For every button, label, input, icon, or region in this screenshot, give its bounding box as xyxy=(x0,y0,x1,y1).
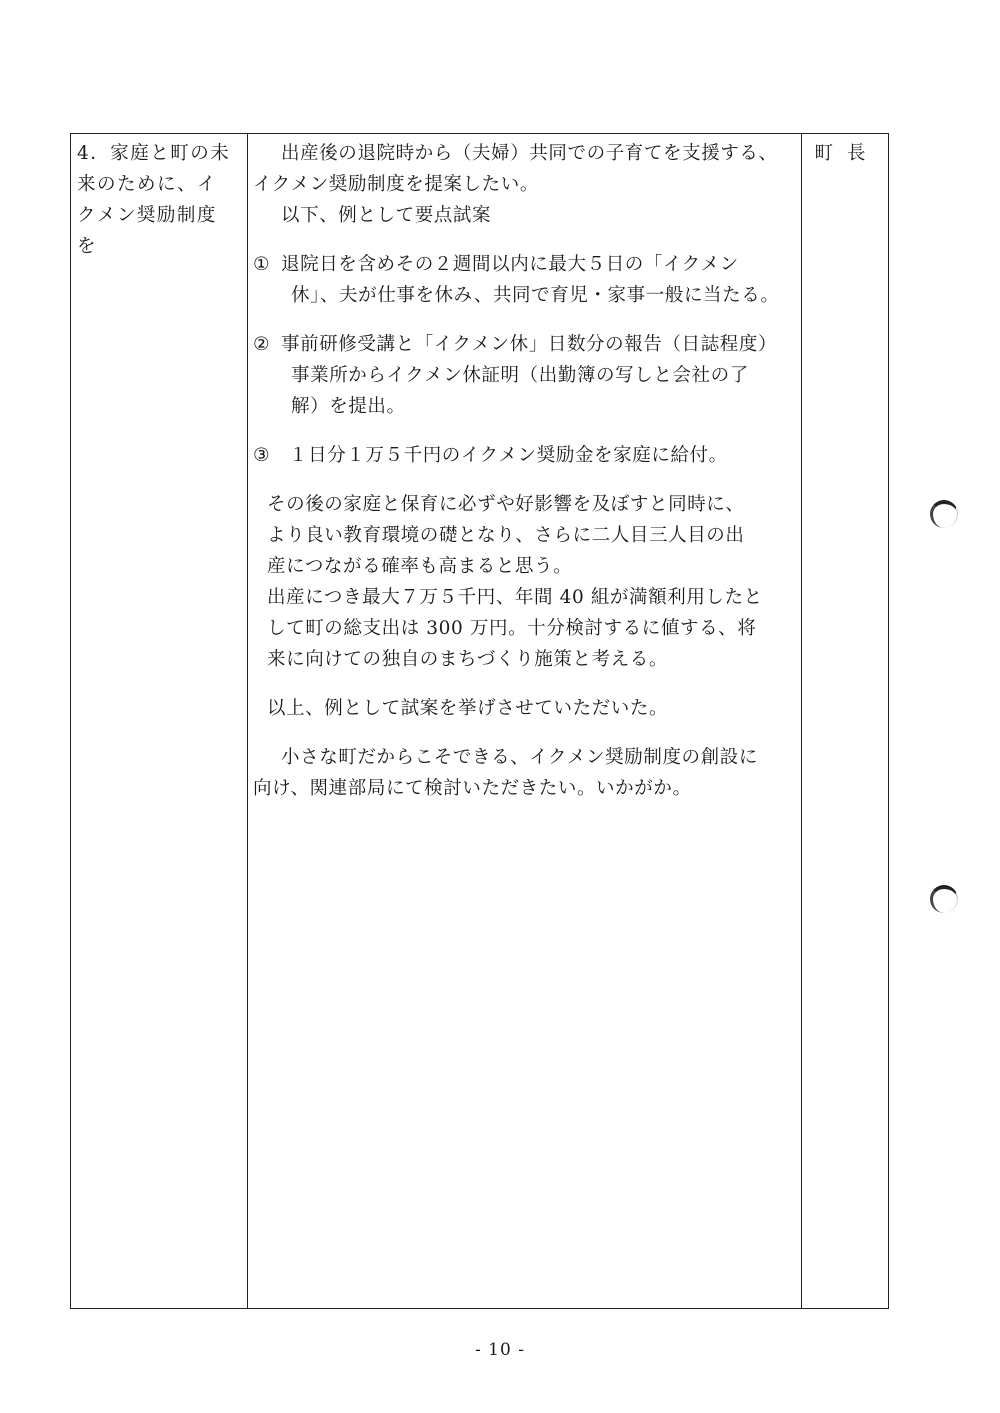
answerer: 町長 xyxy=(814,143,880,164)
topic-line: 来のために、イ xyxy=(77,174,218,195)
punch-hole-mark xyxy=(930,885,958,913)
item-line: 休」、夫が仕事を休み、共同で育児・家事一般に当たる。 xyxy=(291,285,780,306)
item-line: １日分１万５千円のイクメン奨励金を家庭に給付。 xyxy=(289,445,728,466)
intro-paragraph xyxy=(253,138,801,231)
punch-hole-mark xyxy=(930,500,958,528)
intro-line: 出産後の退院時から（夫婦）共同での子育てを支援する、 xyxy=(281,143,778,164)
topic-line: を xyxy=(77,236,98,257)
item-line: 解）を提出。 xyxy=(291,396,406,417)
summary-line: 以上、例として試案を挙げさせていただいた。 xyxy=(267,698,669,719)
question-body xyxy=(253,138,801,804)
effect-line: 来に向けての独自のまちづくり施策と考える。 xyxy=(267,649,668,670)
closing-line: 小さな町だからこそできる、イクメン奨励制度の創設に xyxy=(281,747,758,768)
item-number: ② xyxy=(253,334,271,355)
item-number: ③ xyxy=(253,445,271,466)
item-line: 事前研修受講と「イクメン休」日数分の報告（日誌程度） xyxy=(281,334,778,355)
intro-line: イクメン奨励制度を提案したい。 xyxy=(253,174,539,195)
topic-line: クメン奨励制度 xyxy=(77,205,217,226)
summary-paragraph xyxy=(253,693,801,724)
topic-line: 4．家庭と町の未 xyxy=(77,143,231,164)
question-topic xyxy=(77,138,245,262)
effect-line: 出産につき最大７万５千円、年間 40 組が満額利用したと xyxy=(267,587,763,608)
proposal-item-2 xyxy=(253,329,801,422)
item-line: 事業所からイクメン休証明（出勤簿の写しと会社の了 xyxy=(291,365,749,386)
closing-line: 向け、関連部局にて検討いただきたい。いかがか。 xyxy=(253,778,692,799)
effect-line: して町の総支出は 300 万円。十分検討するに値する、将 xyxy=(267,618,757,639)
effect-line: 産につながる確率も高まると思う。 xyxy=(267,556,573,577)
proposal-item-1 xyxy=(253,249,801,311)
column-divider-2 xyxy=(801,134,802,1308)
effect-line: その後の家庭と保育に必ずや好影響を及ぼすと同時に、 xyxy=(267,494,745,515)
effect-line: より良い教育環境の礎となり、さらに二人目三人目の出 xyxy=(267,525,745,546)
closing-paragraph xyxy=(253,742,801,804)
item-number: ① xyxy=(253,254,271,275)
page-number: - 10 - xyxy=(475,1340,525,1360)
proposal-item-3 xyxy=(253,440,801,471)
effect-paragraph xyxy=(253,489,801,675)
example-heading: 以下、例として要点試案 xyxy=(281,205,492,226)
question-table xyxy=(70,133,889,1309)
item-line: 退院日を含めその２週間以内に最大５日の「イクメン xyxy=(281,254,739,275)
column-divider-1 xyxy=(247,134,248,1308)
